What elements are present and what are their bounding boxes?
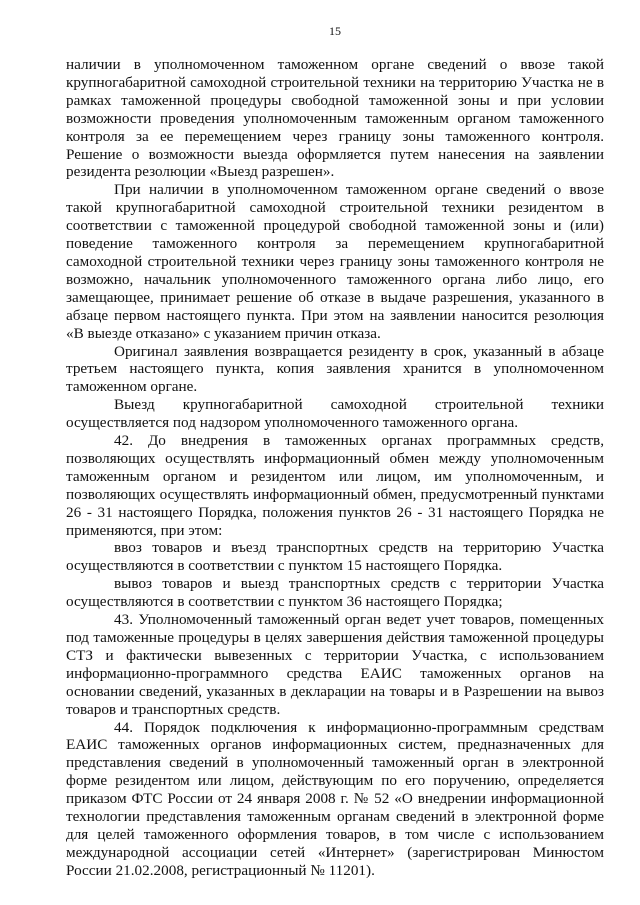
paragraph-original-returned: Оригинал заявления возвращается резиденту в срок, указанный в абзаце третьем настоящего пункта, копия заявления хранится в уполномоченном таможенном органе. xyxy=(66,342,604,396)
paragraph-item-42: 42. До внедрения в таможенных органах программных средств, позволяющих осуществлять информационный обмен между уполномоченным таможенным органом и резидентом или лицом, им уполномоченным, и позволяющих осуществлять информационный обмен, предусмотренный пунктами 26 - 31 настоящего Порядка, положения пунктов 26 - 31 настоящего Порядка не применяются, при этом: xyxy=(66,432,604,539)
paragraph-continuation: наличии в уполномоченном таможенном органе сведений о ввозе такой крупногабаритной самоходной строительной техники на территорию Участка не в рамках таможенной процедуры свободной таможенной зоны и при условии возможности проведения уполномоченным таможенным органом таможенного контроля за ее перемещением через границу зоны таможенного контроля. Решение о возможности выезда оформляется путем нанесения на заявлении резидента резолюции «Выезд разрешен». xyxy=(66,56,604,181)
paragraph-item-42-export: вывоз товаров и выезд транспортных средств с территории Участка осуществляются в соответствии с пунктом 36 настоящего Порядка; xyxy=(66,575,604,611)
document-page xyxy=(66,24,604,884)
document-body xyxy=(66,56,604,880)
paragraph-exit-supervision: Выезд крупногабаритной самоходной строительной техники осуществляется под надзором уполномоченного таможенного органа. xyxy=(66,396,604,432)
paragraph-item-44: 44. Порядок подключения к информационно-программным средствам ЕАИС таможенных органов информационных систем, предназначенных для представления сведений в уполномоченный таможенный орган в электронной форме резидентом или лицом, действующим по его поручению, определяется приказом ФТС России от 24 января 2008 г. № 52 «О внедрении информационной технологии представления таможенным органам сведений в электронной форме для целей таможенного оформления товаров, в том числе с использованием международной ассоциации сетей «Интернет» (зарегистрирован Минюстом России 21.02.2008, регистрационный № 11201). xyxy=(66,718,604,879)
paragraph-item-43: 43. Уполномоченный таможенный орган ведет учет товаров, помещенных под таможенные процедуры в целях завершения действия таможенной процедуры СТЗ и фактически вывезенных с территории Участка, с использованием информационно-программного средства ЕАИС таможенных органов на основании сведений, указанных в декларации на товары и в Разрешении на вывоз товаров и транспортных средств. xyxy=(66,611,604,718)
page-number: 15 xyxy=(329,24,341,38)
paragraph-exit-refusal: При наличии в уполномоченном таможенном органе сведений о ввозе такой крупногабаритной самоходной строительной техники резидентом в соответствии с таможенной процедурой свободной таможенной зоны и (или) поведение таможенного контроля за перемещением крупногабаритной самоходной строительной техники через границу зоны таможенного контроля не возможно, начальник уполномоченного таможенного органа либо лицо, его замещающее, принимает решение об отказе в выдаче разрешения, указанного в абзаце первом настоящего пункта. При этом на заявлении наносится резолюция «В выезде отказано» с указанием причин отказа. xyxy=(66,181,604,342)
paragraph-item-42-import: ввоз товаров и въезд транспортных средств на территорию Участка осуществляются в соответствии с пунктом 15 настоящего Порядка. xyxy=(66,539,604,575)
